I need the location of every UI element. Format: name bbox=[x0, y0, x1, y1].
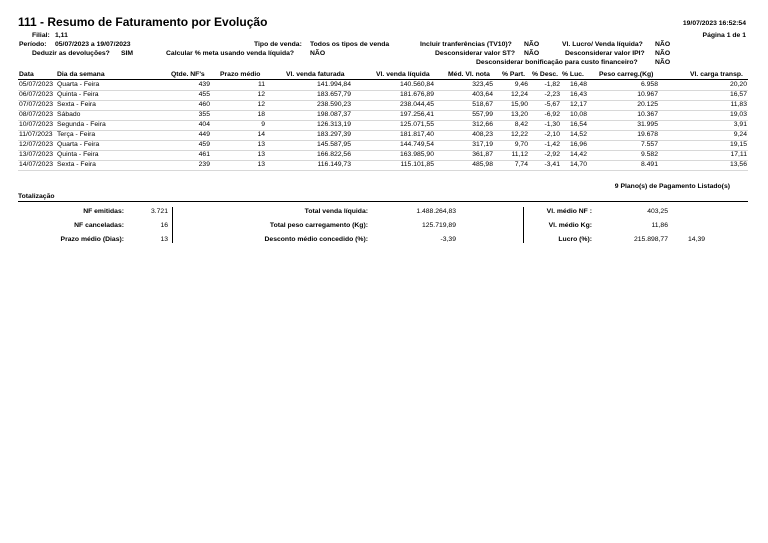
row-luc: 10,08 bbox=[569, 111, 587, 118]
row-luc: 12,17 bbox=[569, 101, 587, 108]
row-dia-semana: Sexta - Feira bbox=[57, 161, 96, 168]
row-part: 7,74 bbox=[514, 161, 528, 168]
row-carga: 16,57 bbox=[729, 91, 747, 98]
prazo-medio-value: 13 bbox=[160, 236, 168, 243]
row-med-vl-nota: 408,23 bbox=[472, 131, 493, 138]
row-qtde-nfs: 455 bbox=[198, 91, 210, 98]
venda-liquida-label: Total venda líquida: bbox=[304, 208, 368, 215]
row-venda-liquida: 144.749,54 bbox=[399, 141, 434, 148]
row-qtde-nfs: 449 bbox=[198, 131, 210, 138]
row-peso: 20.125 bbox=[637, 101, 658, 108]
row-carga: 19,03 bbox=[729, 111, 747, 118]
row-separator bbox=[18, 170, 748, 171]
row-carga: 3,91 bbox=[733, 121, 747, 128]
row-peso: 19.678 bbox=[637, 131, 658, 138]
desconto-medio-label: Desconto médio concedido (%): bbox=[264, 236, 368, 243]
row-venda-liquida: 163.985,90 bbox=[399, 151, 434, 158]
row-carga: 20,20 bbox=[729, 81, 747, 88]
filial-value: 1,11 bbox=[55, 32, 68, 39]
desconto-medio-value: -3,39 bbox=[440, 236, 456, 243]
row-qtde-nfs: 459 bbox=[198, 141, 210, 148]
row-peso: 10.967 bbox=[637, 91, 658, 98]
row-peso: 8.491 bbox=[640, 161, 658, 168]
row-med-vl-nota: 403,64 bbox=[472, 91, 493, 98]
row-data: 07/07/2023 bbox=[19, 101, 54, 108]
row-prazo: 13 bbox=[257, 161, 265, 168]
peso-total-value: 125.719,89 bbox=[421, 222, 456, 229]
row-desc: -6,92 bbox=[544, 111, 560, 118]
row-qtde-nfs: 460 bbox=[198, 101, 210, 108]
row-qtde-nfs: 404 bbox=[198, 121, 210, 128]
page-indicator: Página 1 de 1 bbox=[702, 32, 746, 39]
row-venda-faturada: 126.313,19 bbox=[316, 121, 351, 128]
row-venda-faturada: 116.149,73 bbox=[317, 161, 351, 168]
bonif-value: NÃO bbox=[655, 59, 671, 66]
totalizacao-label: Totalização bbox=[18, 193, 55, 200]
row-carga: 9,24 bbox=[733, 131, 747, 138]
row-carga: 19,15 bbox=[729, 141, 747, 148]
ipi-label: Desconsiderar valor IPI? bbox=[565, 50, 645, 57]
bonif-label: Desconsiderar bonificação para custo financeiro? bbox=[476, 59, 638, 66]
transf-value: NÃO bbox=[524, 41, 540, 48]
row-dia-semana: Segunda - Feira bbox=[57, 121, 106, 128]
row-med-vl-nota: 518,67 bbox=[472, 101, 493, 108]
col-data: Data bbox=[19, 71, 34, 78]
row-peso: 9.582 bbox=[640, 151, 658, 158]
row-data: 14/07/2023 bbox=[19, 161, 54, 168]
row-venda-faturada: 141.994,84 bbox=[316, 81, 351, 88]
vl-medio-nf-value: 403,25 bbox=[647, 208, 668, 215]
row-desc: -3,41 bbox=[544, 161, 560, 168]
row-venda-liquida: 115.101,85 bbox=[400, 161, 434, 168]
vl-medio-kg-label: Vl. médio Kg: bbox=[548, 222, 592, 229]
row-prazo: 13 bbox=[257, 151, 265, 158]
row-luc: 16,54 bbox=[569, 121, 587, 128]
row-prazo: 14 bbox=[257, 131, 265, 138]
row-part: 9,46 bbox=[514, 81, 528, 88]
devolucoes-label: Deduzir as devoluções? bbox=[32, 50, 110, 57]
tipo-venda-value: Todos os tipos de venda bbox=[310, 41, 390, 48]
row-desc: -1,30 bbox=[544, 121, 560, 128]
col-dia-semana: Dia da semana bbox=[57, 71, 105, 78]
nf-canceladas-value: 16 bbox=[160, 222, 168, 229]
meta-label: Calcular % meta usando venda líquida? bbox=[166, 50, 295, 57]
row-dia-semana: Quinta - Feira bbox=[57, 151, 99, 158]
row-qtde-nfs: 355 bbox=[198, 111, 210, 118]
row-venda-faturada: 238.590,23 bbox=[316, 101, 351, 108]
col-qtde-nfs: Qtde. NF's bbox=[171, 71, 205, 78]
lucro-pct: 14,39 bbox=[688, 236, 706, 243]
row-venda-faturada: 183.297,39 bbox=[316, 131, 351, 138]
row-qtde-nfs: 239 bbox=[198, 161, 210, 168]
row-med-vl-nota: 361,87 bbox=[472, 151, 493, 158]
row-med-vl-nota: 485,98 bbox=[472, 161, 493, 168]
totals-divider-1 bbox=[172, 207, 173, 243]
row-desc: -2,92 bbox=[544, 151, 560, 158]
row-venda-liquida: 238.044,45 bbox=[399, 101, 434, 108]
row-med-vl-nota: 312,66 bbox=[472, 121, 493, 128]
row-dia-semana: Sexta - Feira bbox=[57, 101, 96, 108]
row-desc: -2,23 bbox=[544, 91, 560, 98]
planos-listados: 9 Plano(s) de Pagamento Listado(s) bbox=[614, 183, 730, 190]
vl-medio-kg-value: 11,86 bbox=[651, 222, 668, 229]
totals-rule bbox=[18, 201, 748, 202]
row-luc: 16,48 bbox=[569, 81, 587, 88]
row-part: 9,70 bbox=[514, 141, 528, 148]
row-venda-faturada: 166.822,56 bbox=[316, 151, 351, 158]
row-med-vl-nota: 317,19 bbox=[472, 141, 493, 148]
lucro-valor: 215.898,77 bbox=[633, 236, 668, 243]
report-datetime: 19/07/2023 16:52:54 bbox=[682, 20, 746, 27]
row-luc: 16,96 bbox=[569, 141, 587, 148]
ipi-value: NÃO bbox=[655, 50, 671, 57]
row-data: 11/07/2023 bbox=[19, 131, 53, 138]
transf-label: Incluir tranferências (TV10)? bbox=[420, 41, 512, 48]
col-prazo-medio: Prazo médio bbox=[220, 71, 261, 78]
st-value: NÃO bbox=[524, 50, 540, 57]
venda-liquida-value: 1.488.264,83 bbox=[416, 208, 456, 215]
col-part: % Part. bbox=[502, 71, 526, 78]
row-desc: -1,42 bbox=[544, 141, 560, 148]
row-data: 12/07/2023 bbox=[19, 141, 54, 148]
header-rule bbox=[18, 79, 748, 80]
col-venda-faturada: Vl. venda faturada bbox=[286, 71, 345, 78]
row-part: 11,12 bbox=[511, 151, 528, 158]
col-desc: % Desc. bbox=[532, 71, 559, 78]
row-carga: 17,11 bbox=[730, 151, 747, 158]
row-qtde-nfs: 461 bbox=[198, 151, 210, 158]
row-prazo: 11 bbox=[257, 81, 265, 88]
lucro-label: Lucro (%): bbox=[558, 236, 592, 243]
meta-value: NÃO bbox=[310, 50, 326, 57]
peso-total-label: Total peso carregamento (Kg): bbox=[269, 222, 368, 229]
row-dia-semana: Terça - Feira bbox=[57, 131, 96, 138]
row-part: 12,22 bbox=[510, 131, 528, 138]
row-desc: -2,10 bbox=[544, 131, 560, 138]
row-part: 12,24 bbox=[510, 91, 528, 98]
row-prazo: 12 bbox=[257, 91, 265, 98]
row-luc: 14,52 bbox=[569, 131, 587, 138]
row-luc: 16,43 bbox=[569, 91, 587, 98]
nf-canceladas-label: NF canceladas: bbox=[74, 222, 124, 229]
prazo-medio-label: Prazo médio (Dias): bbox=[60, 236, 124, 243]
col-carga: Vl. carga transp. bbox=[690, 71, 743, 78]
nf-emitidas-label: NF emitidas: bbox=[83, 208, 124, 215]
row-carga: 13,56 bbox=[729, 161, 747, 168]
row-dia-semana: Quarta - Feira bbox=[57, 81, 100, 88]
vl-medio-nf-label: Vl. médio NF : bbox=[546, 208, 592, 215]
row-peso: 6.958 bbox=[640, 81, 658, 88]
row-prazo: 12 bbox=[257, 101, 265, 108]
row-venda-liquida: 125.071,55 bbox=[399, 121, 434, 128]
row-carga: 11,83 bbox=[730, 101, 747, 108]
periodo-value: 05/07/2023 a 19/07/2023 bbox=[55, 41, 131, 48]
row-venda-faturada: 198.087,37 bbox=[316, 111, 351, 118]
periodo-label: Período: bbox=[19, 41, 47, 48]
row-qtde-nfs: 439 bbox=[198, 81, 210, 88]
row-peso: 7.557 bbox=[640, 141, 658, 148]
report-title: 111 - Resumo de Faturamento por Evolução bbox=[18, 15, 268, 29]
row-med-vl-nota: 323,45 bbox=[472, 81, 493, 88]
row-part: 15,90 bbox=[510, 101, 528, 108]
row-luc: 14,42 bbox=[569, 151, 587, 158]
row-dia-semana: Sábado bbox=[57, 111, 81, 118]
row-peso: 10.367 bbox=[637, 111, 658, 118]
row-venda-liquida: 181.676,89 bbox=[399, 91, 434, 98]
row-prazo: 13 bbox=[257, 141, 265, 148]
row-part: 8,42 bbox=[514, 121, 528, 128]
col-med-vl-nota: Méd. Vl. nota bbox=[448, 71, 490, 78]
filial-label: Filial: bbox=[32, 32, 50, 39]
col-venda-liquida: Vl. venda líquida bbox=[376, 71, 430, 78]
row-data: 08/07/2023 bbox=[19, 111, 54, 118]
row-prazo: 9 bbox=[261, 121, 265, 128]
row-data: 13/07/2023 bbox=[19, 151, 54, 158]
nf-emitidas-value: 3.721 bbox=[150, 208, 168, 215]
lucro-venda-value: NÃO bbox=[655, 41, 671, 48]
row-venda-liquida: 181.817,40 bbox=[399, 131, 434, 138]
row-data: 10/07/2023 bbox=[19, 121, 54, 128]
row-peso: 31.995 bbox=[637, 121, 658, 128]
row-luc: 14,70 bbox=[569, 161, 587, 168]
row-dia-semana: Quinta - Feira bbox=[57, 91, 99, 98]
row-venda-faturada: 145.587,95 bbox=[316, 141, 351, 148]
row-venda-liquida: 197.256,41 bbox=[399, 111, 434, 118]
row-venda-liquida: 140.560,84 bbox=[399, 81, 434, 88]
row-med-vl-nota: 557,99 bbox=[472, 111, 493, 118]
lucro-venda-label: Vl. Lucro/ Venda líquida? bbox=[562, 41, 643, 48]
row-part: 13,20 bbox=[510, 111, 528, 118]
row-desc: -5,67 bbox=[544, 101, 560, 108]
col-peso: Peso carreg.(Kg) bbox=[599, 71, 654, 78]
row-data: 05/07/2023 bbox=[19, 81, 54, 88]
devolucoes-value: SIM bbox=[121, 50, 134, 57]
row-prazo: 18 bbox=[257, 111, 265, 118]
row-dia-semana: Quarta - Feira bbox=[57, 141, 100, 148]
row-data: 06/07/2023 bbox=[19, 91, 54, 98]
tipo-venda-label: Tipo de venda: bbox=[254, 41, 302, 48]
row-desc: -1,82 bbox=[544, 81, 560, 88]
row-venda-faturada: 183.657,79 bbox=[316, 91, 351, 98]
st-label: Desconsiderar valor ST? bbox=[435, 50, 516, 57]
col-luc: % Luc. bbox=[562, 71, 584, 78]
